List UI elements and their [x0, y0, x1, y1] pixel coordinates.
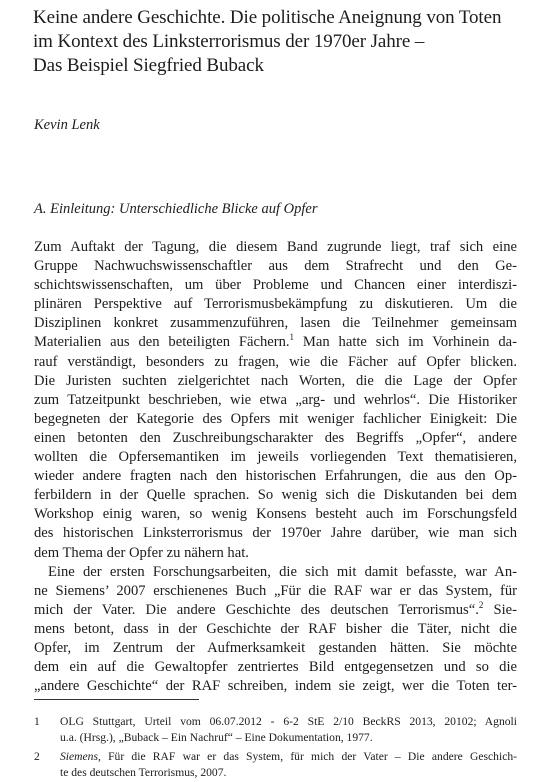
body-line-20-text: mich der Vater. Die andere Geschichte des deutschen Terrorismus“.	[34, 601, 479, 618]
footnote-2-line-2: te des deutschen Terrorismus, 2007.	[60, 766, 227, 779]
footnote-2	[34, 749, 517, 781]
body-line-15: Workshop einig waren, so wenig Konsens besteht auch im Forschungsfeld	[34, 506, 517, 523]
title-line-1: Keine andere Geschichte. Die politische Aneignung von Toten	[33, 7, 502, 28]
footnote-1-line-1: OLG Stuttgart, Urteil vom 06.07.2012 - 6-2 StE 2/10 BeckRS 2013, 20102; Agnoli	[60, 715, 517, 728]
body-line-10: begegneten der Kategorie des Opfers mit weniger fachlicher Einigkeit: Die	[34, 410, 517, 427]
body-line-12: wollten die Opfersemantiken im jeweils vorliegenden Text thematisieren,	[34, 449, 517, 466]
body-line-5: Disziplinen konkret zusammenzuführen, lasen die Teilnehmer gemeinsam	[34, 315, 517, 332]
body-line-17: dem Thema der Opfer zu nähern hat.	[34, 544, 249, 561]
footnote-1	[34, 714, 517, 746]
body-line-20-suffix: Sie-	[483, 601, 517, 618]
title-line-3: Das Beispiel Siegfried Buback	[33, 55, 264, 76]
body-line-6-suffix: Man hatte sich im Vorhinein da-	[294, 334, 517, 351]
author-name: Kevin Lenk	[34, 117, 100, 133]
footnote-ref-1[interactable]: 1	[289, 333, 295, 343]
body-line-3: schichtswissenschaften, um über Probleme und Chancen einer interdiszi-	[34, 277, 517, 294]
body-line-7: rauf verständigt, besonders zu fragen, wie die Fächer auf Opfer blicken.	[34, 353, 517, 370]
body-line-6-text: Materialien aus den beteiligten Fächern.	[34, 334, 290, 351]
body-line-16: des historischen Linksterrorismus der 1970er Jahre darüber, wie man sich	[34, 525, 517, 542]
title-line-2: im Kontext des Linksterrorismus der 1970er Jahre –	[33, 31, 425, 52]
footnotes	[34, 714, 517, 781]
footnote-2-author: Siemens	[60, 750, 98, 763]
body-line-4: plinären Perspektive auf Terrorismusbekämpfung zu diskutieren. Um die	[34, 296, 517, 313]
body-line-22: Opfer, im Zentrum der Aufmerksamkeit gestanden hätten. Sie möchte	[34, 639, 517, 656]
footnote-divider	[34, 699, 199, 700]
footnote-1-line-2: u.a. (Hrsg.), „Buback – Ein Nachruf“ – Eine Dokumentation, 1977.	[60, 731, 373, 744]
footnote-ref-2[interactable]: 2	[478, 600, 484, 610]
footnote-2-line-1-text: , Für die RAF war er das System, für mich der Vater – Die andere Geschich-	[98, 750, 517, 763]
article-title	[33, 6, 533, 78]
body-line-21: mens betont, dass in der Geschichte der RAF bisher die Täter, nicht die	[34, 620, 517, 637]
footnote-number-2: 2	[34, 750, 40, 763]
footnote-number-1: 1	[34, 715, 40, 728]
body-line-11: einen betonten den Zuschreibungscharakter des Begriffs „Opfer“, andere	[34, 429, 517, 446]
body-text	[34, 238, 517, 696]
body-line-6	[34, 333, 517, 352]
body-line-19: ne Siemens’ 2007 erschienenes Buch „Für die RAF war er das System, für	[34, 582, 517, 599]
body-line-20	[34, 601, 517, 620]
body-line-1: Zum Auftakt der Tagung, die diesem Band zugrunde liegt, traf sich eine	[34, 239, 517, 255]
body-line-23: dem ein auf die Gewaltopfer zentriertes Bild entgegensetzen und so die	[34, 659, 517, 676]
body-line-2: Gruppe Nachwuchswissenschaftler aus dem Strafrecht und den Ge-	[34, 258, 517, 275]
body-line-18: Eine der ersten Forschungsarbeiten, die sich mit damit befasste, war An-	[48, 563, 517, 580]
section-heading: A. Einleitung: Unterschiedliche Blicke auf Opfer	[34, 201, 318, 217]
body-line-13: wieder andere fragten nach den historischen Erfahrungen, die aus den Op-	[34, 468, 517, 485]
body-line-9: zum Tatzeitpunkt beschrieben, wie etwa „arg- und wehrlos“. Die Historiker	[34, 391, 517, 408]
body-line-24: „andere Geschichte“ der RAF schreiben, indem sie zeigt, wer die Toten ter-	[34, 678, 517, 695]
body-line-8: Die Juristen suchten zielgerichtet nach Worten, die die Lage der Opfer	[34, 372, 517, 389]
body-line-14: ferbildern in der Quelle sprachen. So wenig sich die Diskutanden bei dem	[34, 487, 517, 504]
footnote-2-line-1	[60, 749, 517, 765]
